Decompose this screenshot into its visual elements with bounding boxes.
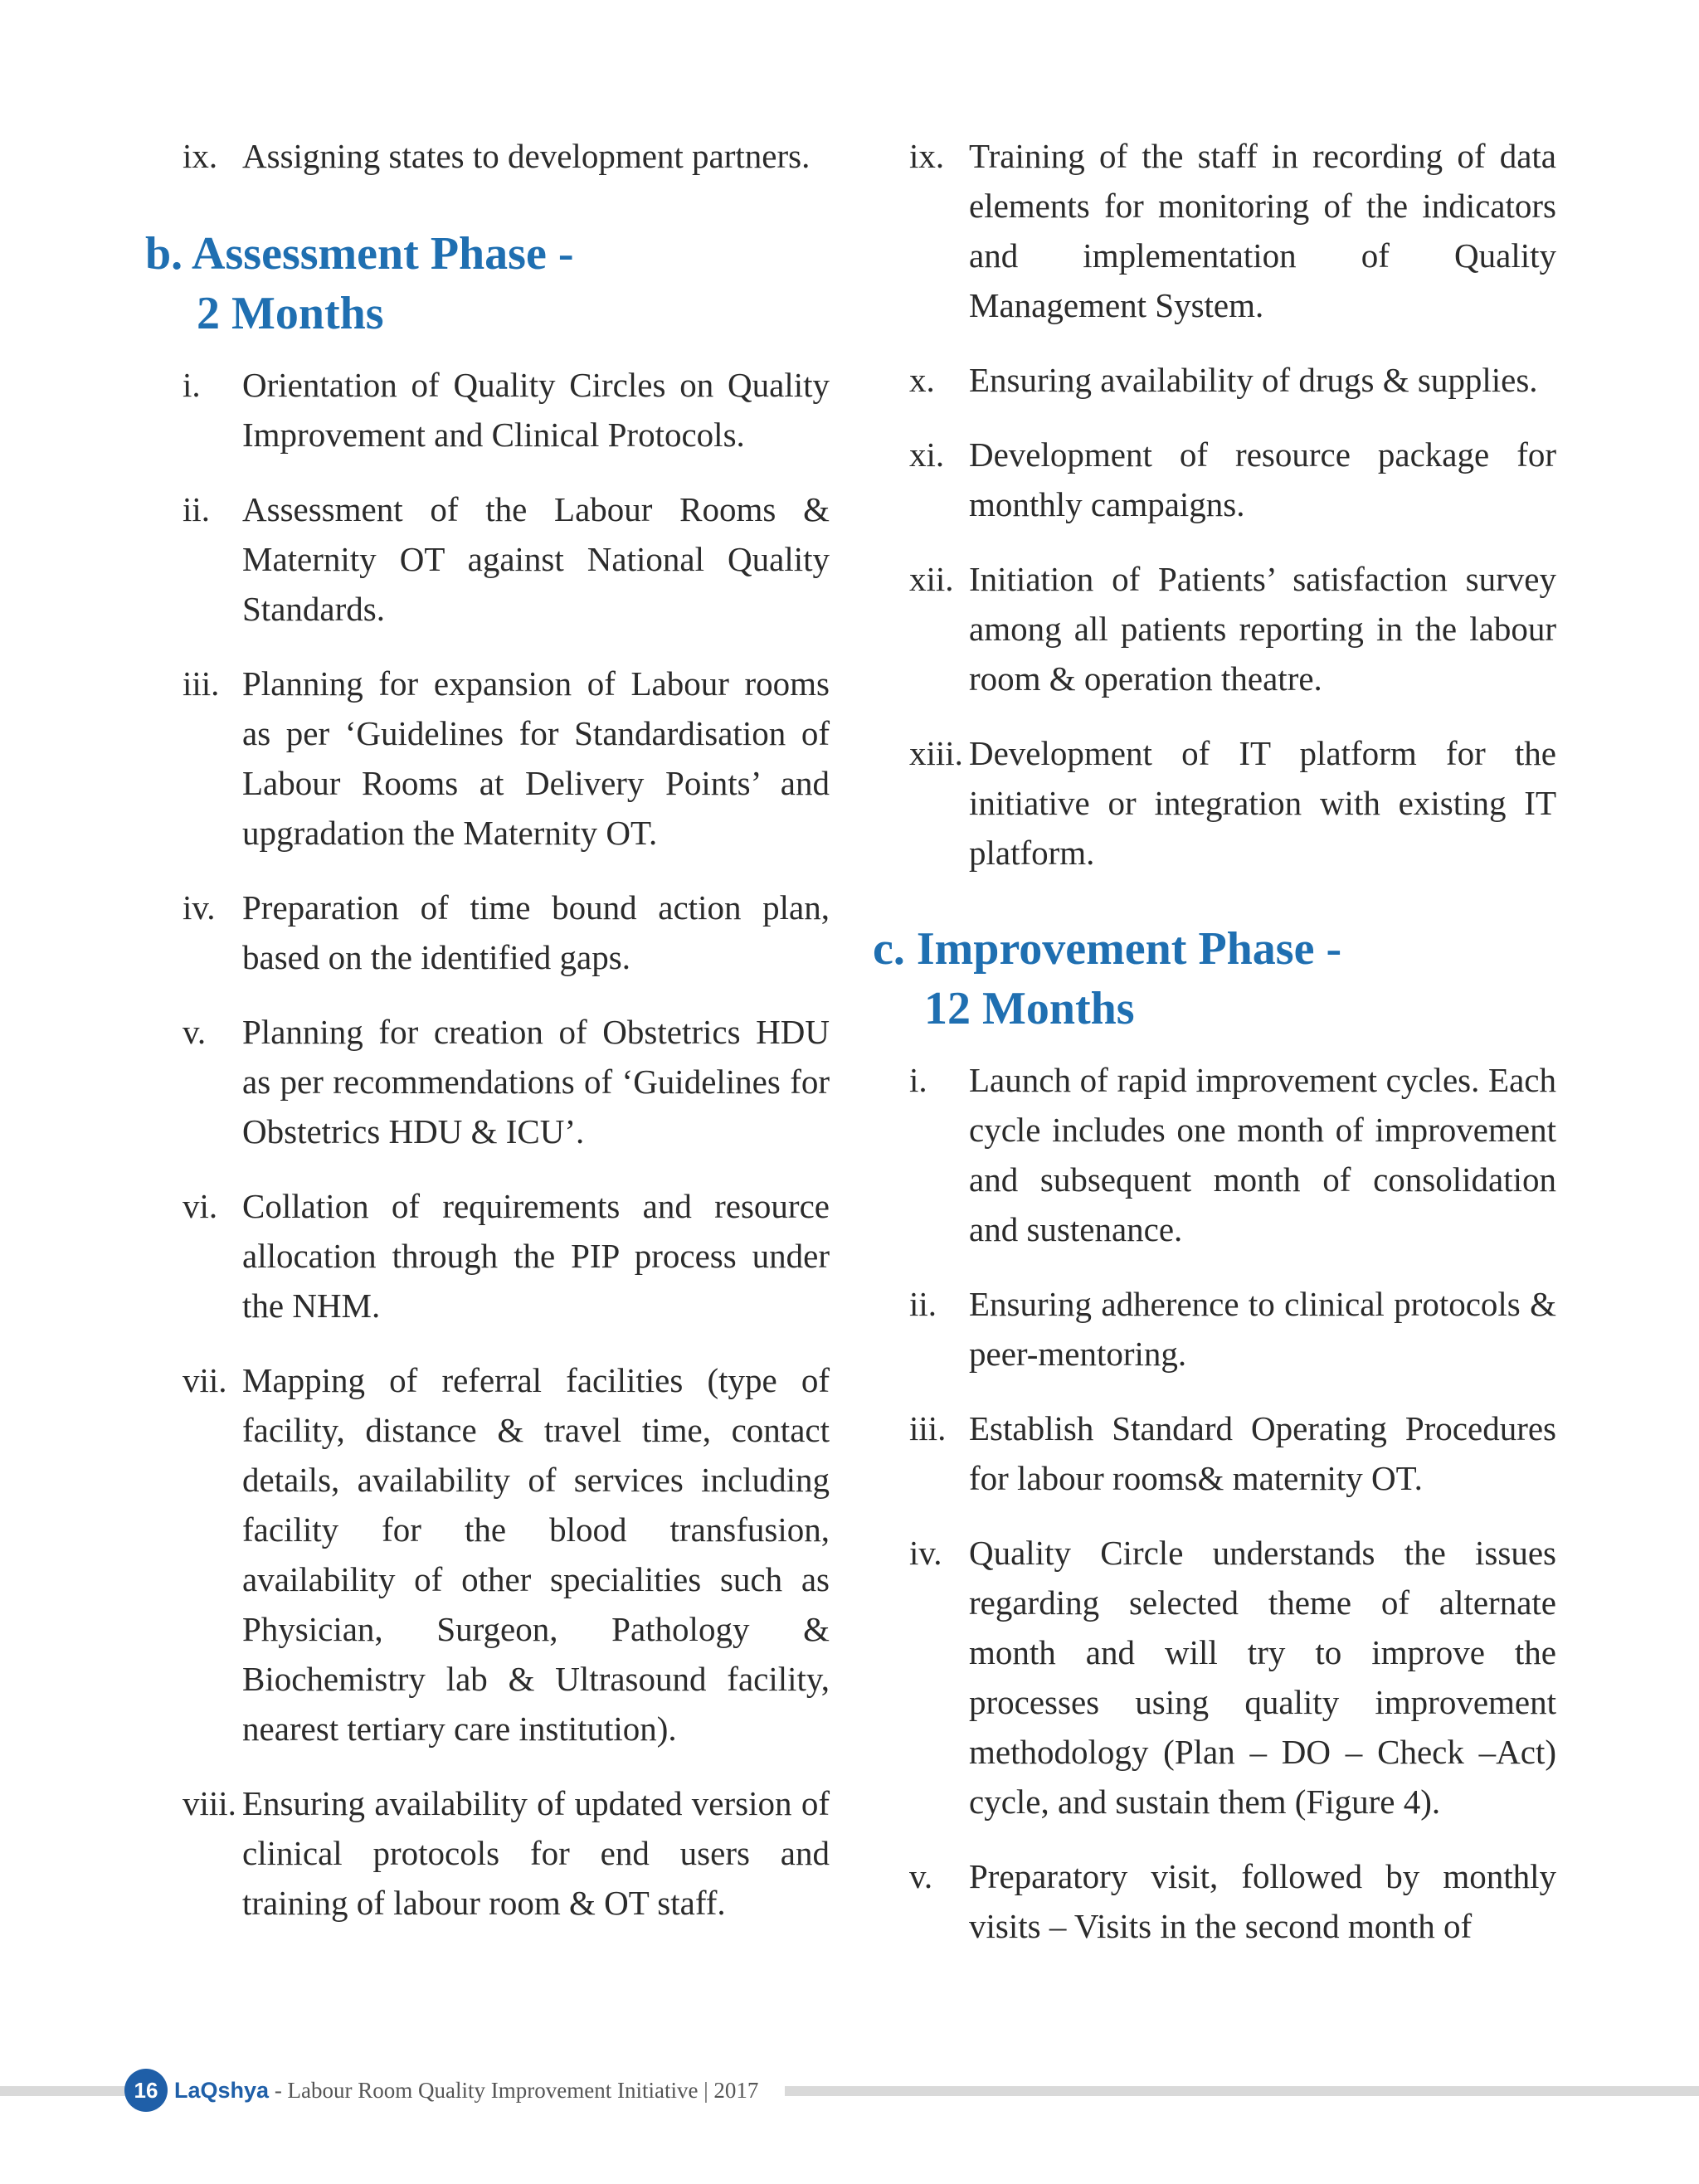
item-number: i. [909,1061,927,1099]
section-heading-assessment [145,224,830,343]
item-number: i. [183,366,201,404]
item-number: vi. [183,1187,218,1225]
item-number: vii. [183,1361,227,1399]
item-text: Ensuring availability of drugs & supplies. [969,361,1538,399]
footer-title: - Labour Room Quality Improvement Initiative | 2017 [269,2078,759,2103]
item-number: xiii. [909,734,963,772]
item-text: Quality Circle understands the issues regarding selected theme of alternate month and will try to improve the processes using quality improvement methodology (Plan – DO – Check –Act) cycle, and sustain them (Figure 4). [969,1534,1556,1821]
list-item [183,360,830,460]
footer-text [174,2074,758,2107]
list-item [909,1851,1556,1951]
list-item [183,131,830,181]
list-item [909,728,1556,878]
footer-rule-right [785,2086,1699,2096]
item-text: Preparatory visit, followed by monthly visits – Visits in the second month of [969,1857,1556,1945]
list-item [909,355,1556,405]
list-item [183,883,830,982]
footer-rule-left [0,2086,133,2096]
page-number-badge: 16 [124,2069,168,2112]
list-item [909,131,1556,330]
item-text: Ensuring availability of updated version of clinical protocols for end users and training of labour room & OT staff. [242,1784,830,1922]
item-text: Launch of rapid improvement cycles. Each cycle includes one month of improvement and subsequent month of consolidation and sustenance. [969,1061,1556,1248]
section-heading-improvement [873,919,1556,1038]
item-number: iv. [183,888,216,927]
item-text: Planning for creation of Obstetrics HDU as per recommendations of ‘Guidelines for Obstetrics HDU & ICU’. [242,1013,830,1150]
item-text: Mapping of referral facilities (type of facility, distance & travel time, contact details, availability of services including facility for the blood transfusion, availability of other specialities such as Physician, Surgeon, Pathology & Biochemistry lab & Ultrasound facility, nearest tertiary care institution). [242,1361,830,1748]
item-number: ii. [909,1285,937,1323]
item-text: Ensuring adherence to clinical protocols & peer-mentoring. [969,1285,1556,1373]
list-item [183,659,830,858]
item-text: Development of resource package for monthly campaigns. [969,435,1556,523]
item-number: ix. [183,137,218,175]
list-item [909,1279,1556,1379]
list-item [183,1007,830,1156]
left-column [145,131,830,1953]
list-item [909,1528,1556,1826]
item-number: xii. [909,560,954,598]
heading-line-2: 2 Months [197,288,384,339]
item-number: iv. [909,1534,942,1572]
item-number: iii. [909,1409,947,1447]
item-number: v. [909,1857,933,1895]
item-text: Collation of requirements and resource allocation through the PIP process under the NHM. [242,1187,830,1325]
item-text: Planning for expansion of Labour rooms as per ‘Guidelines for Standardisation of Labour Rooms at Delivery Points’ and upgradation the Maternity OT. [242,664,830,852]
item-text: Orientation of Quality Circles on Quality Improvement and Clinical Protocols. [242,366,830,454]
footer-brand: LaQshya [174,2078,270,2103]
item-text: Establish Standard Operating Procedures for labour rooms& maternity OT. [969,1409,1556,1497]
item-text: Assigning states to development partners. [242,137,811,175]
list-item [909,1403,1556,1503]
item-text: Assessment of the Labour Rooms & Maternity OT against National Quality Standards. [242,490,830,628]
item-text: Preparation of time bound action plan, based on the identified gaps. [242,888,830,976]
heading-line-2: 12 Months [924,983,1135,1034]
list-item [909,1055,1556,1254]
list-item [183,484,830,634]
item-text: Training of the staff in recording of data elements for monitoring of the indicators and implementation of Quality Management System. [969,137,1556,324]
item-text: Initiation of Patients’ satisfaction survey among all patients reporting in the labour room & operation theatre. [969,560,1556,698]
list-item [183,1778,830,1928]
item-number: iii. [183,664,220,703]
item-number: x. [909,361,935,399]
page-footer [0,2075,1699,2105]
list-item [909,554,1556,703]
item-text: Development of IT platform for the initiative or integration with existing IT platform. [969,734,1556,872]
list-item [183,1355,830,1754]
list-item [909,430,1556,529]
list-item [183,1181,830,1330]
item-number: ix. [909,137,945,175]
right-column [873,131,1556,1976]
item-number: v. [183,1013,207,1051]
heading-line-1: c. Improvement Phase - [873,923,1342,975]
item-number: viii. [183,1784,236,1822]
item-number: xi. [909,435,945,474]
heading-line-1: b. Assessment Phase - [145,228,574,280]
item-number: ii. [183,490,211,528]
